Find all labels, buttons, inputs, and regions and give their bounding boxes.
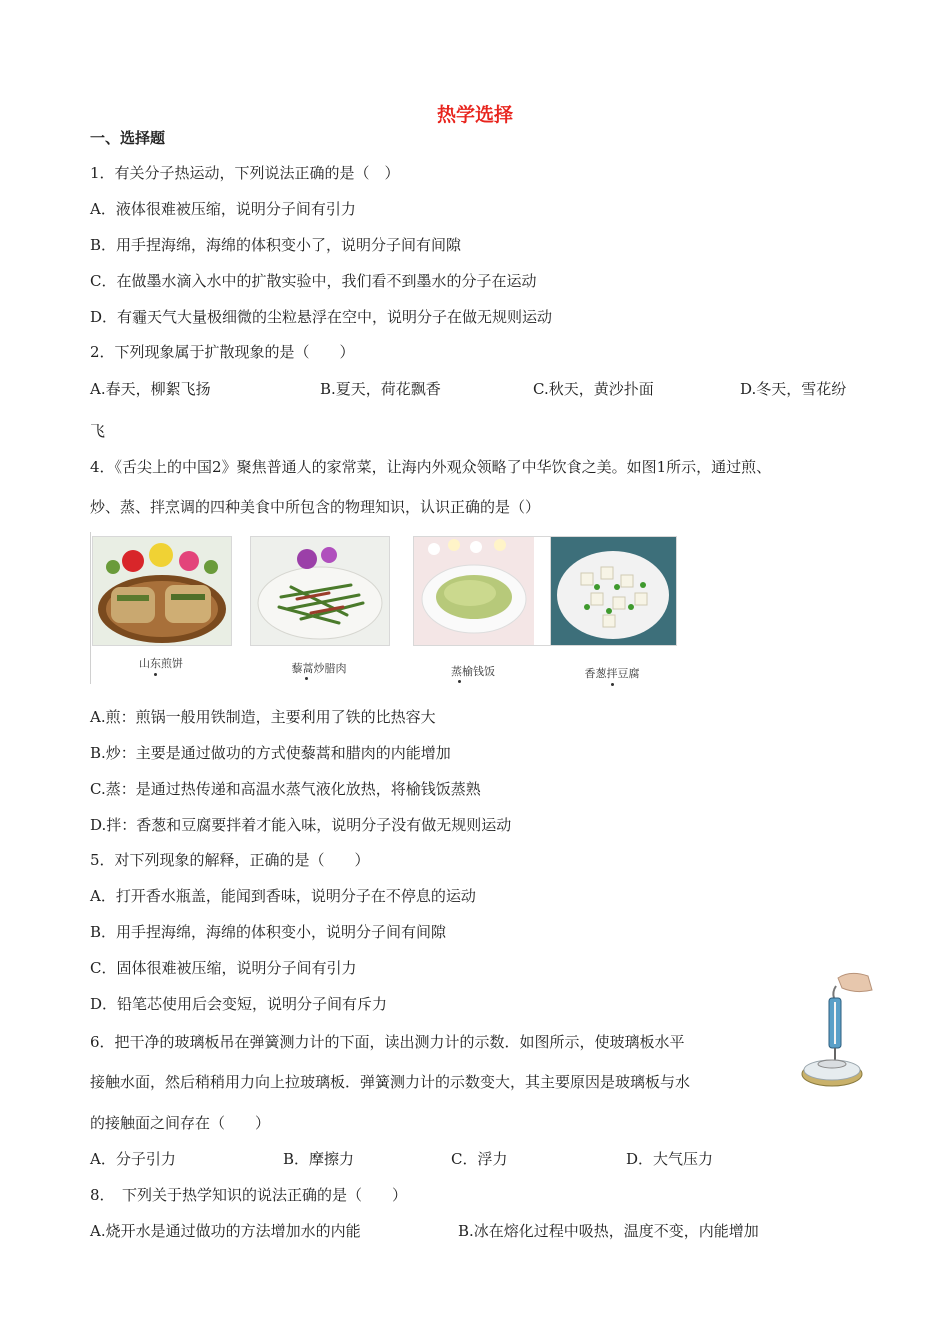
caption-dot <box>611 683 614 686</box>
question-8-stem: 8． 下列关于热学知识的说法正确的是（ ） <box>90 1186 408 1204</box>
caption-dot <box>305 677 308 680</box>
question-4-option-b: B.炒：主要是通过做功的方式使藜蒿和腊肉的内能增加 <box>90 744 451 762</box>
figure-border <box>90 532 91 684</box>
question-1-option-c: C．在做墨水滴入水中的扩散实验中，我们看不到墨水的分子在运动 <box>90 272 537 290</box>
question-5-stem: 5．对下列现象的解释，正确的是（ ） <box>90 851 370 869</box>
question-1-option-d: D．有霾天气大量极细微的尘粒悬浮在空中，说明分子在做无规则运动 <box>90 308 553 326</box>
spring-scale-illustration <box>798 968 874 1096</box>
question-4-option-c: C.蒸：是通过热传递和高温水蒸气液化放热，将榆钱饭蒸熟 <box>90 780 481 798</box>
question-8-option-a: A.烧开水是通过做功的方法增加水的内能 <box>90 1222 361 1240</box>
question-5-option-c: C．固体很难被压缩，说明分子间有引力 <box>90 959 357 977</box>
question-1-option-b: B．用手捏海绵，海绵的体积变小了，说明分子间有间隙 <box>90 236 462 254</box>
question-4-option-a: A.煎：煎锅一般用铁制造，主要利用了铁的比热容大 <box>90 708 436 726</box>
question-2-option-d: D.冬天，雪花纷 <box>740 380 847 398</box>
section-heading: 一、选择题 <box>90 129 166 147</box>
photo-caption-4: 香葱拌豆腐 <box>584 667 640 680</box>
question-4-stem-line2: 炒、蒸、拌烹调的四种美食中所包含的物理知识，认识正确的是（） <box>90 498 541 516</box>
question-6-stem-line3: 的接触面之间存在（ ） <box>90 1114 271 1132</box>
question-6-stem-line2: 接触水面，然后稍稍用力向上拉玻璃板．弹簧测力计的示数变大，其主要原因是玻璃板与水 <box>90 1073 691 1091</box>
question-2-stem: 2．下列现象属于扩散现象的是（ ） <box>90 343 355 361</box>
question-2-option-c: C.秋天，黄沙扑面 <box>533 380 654 398</box>
question-6-option-c: C．浮力 <box>451 1150 508 1168</box>
question-4-stem-line1: 4．《舌尖上的中国2》聚焦普通人的家常菜，让海内外观众领略了中华饮食之美。如图1所示，通过煎、 <box>90 458 772 476</box>
question-5-option-a: A．打开香水瓶盖，能闻到香味，说明分子在不停息的运动 <box>90 887 476 905</box>
photo-shandong-pancake <box>92 536 232 646</box>
question-2-option-d-continued: 飞 <box>90 422 106 440</box>
question-1-option-a: A．液体很难被压缩，说明分子间有引力 <box>90 200 356 218</box>
photo-caption-1: 山东煎饼 <box>139 657 183 670</box>
page-title: 热学选择 <box>436 104 513 126</box>
question-2-option-a: A.春天，柳絮飞扬 <box>90 380 211 398</box>
question-1-stem: 1．有关分子热运动，下列说法正确的是（ ） <box>90 164 400 182</box>
caption-dot <box>458 680 461 683</box>
question-5-option-d: D．铅笔芯使用后会变短，说明分子间有斥力 <box>90 995 388 1013</box>
photo-artemisia-bacon <box>250 536 390 646</box>
question-8-option-b: B.冰在熔化过程中吸热，温度不变，内能增加 <box>458 1222 759 1240</box>
question-2-option-b: B.夏天，荷花飘香 <box>320 380 441 398</box>
photo-elm-seed-rice <box>413 536 553 646</box>
photo-caption-3: 蒸榆钱饭 <box>451 665 495 678</box>
caption-dot <box>154 673 157 676</box>
question-6-option-b: B．摩擦力 <box>283 1150 355 1168</box>
photo-caption-2: 藜蒿炒腊肉 <box>291 662 347 675</box>
question-4-option-d: D.拌：香葱和豆腐要拌着才能入味，说明分子没有做无规则运动 <box>90 816 512 834</box>
question-6-option-d: D．大气压力 <box>626 1150 714 1168</box>
question-5-option-b: B．用手捏海绵，海绵的体积变小，说明分子间有间隙 <box>90 923 447 941</box>
photo-scallion-tofu <box>550 536 677 646</box>
question-6-stem-line1: 6．把干净的玻璃板吊在弹簧测力计的下面，读出测力计的示数．如图所示，使玻璃板水平 <box>90 1033 685 1051</box>
question-6-option-a: A．分子引力 <box>90 1150 176 1168</box>
